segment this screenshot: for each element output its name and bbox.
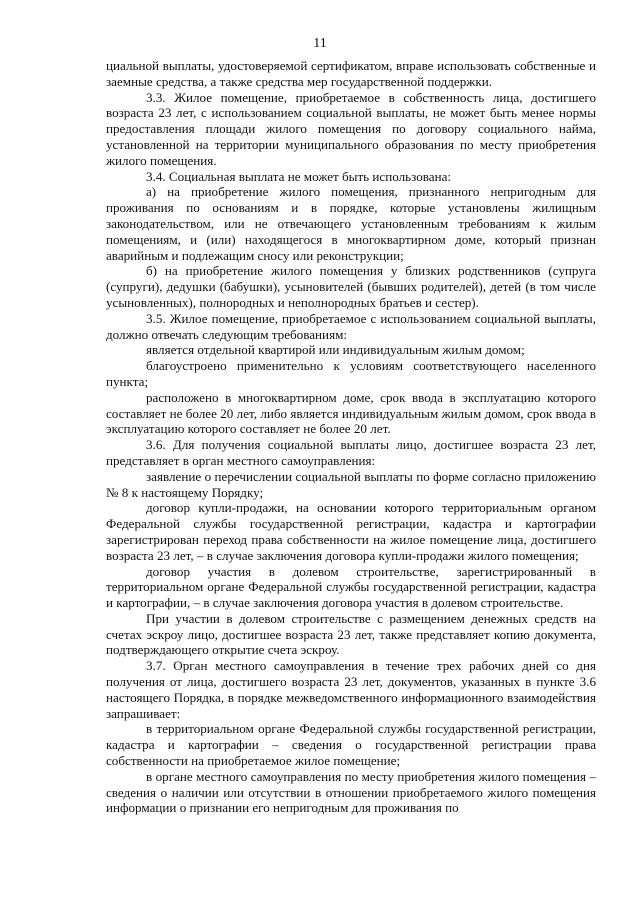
paragraph-3-4: 3.4. Социальная выплата не может быть использована: xyxy=(146,168,452,184)
paragraph-3-5-item-2: благоустроено применительно к условиям соответствующего населенного пункта; xyxy=(106,358,596,389)
page-number: 11 xyxy=(313,36,327,51)
paragraph-continuation: циальной выплаты, удостоверяемой сертификатом, вправе использовать собственные и заемные средства, а также средства мер государственной поддержки. xyxy=(106,58,596,89)
paragraph-3-5-item-3: расположено в многоквартирном доме, срок ввода в эксплуатацию которого составляет не более 20 лет, либо является индивидуальным жилым домом, срок ввода в эксплуатацию которого составляет не более 20 лет. xyxy=(106,389,596,437)
paragraph-3-6-escrow: При участии в долевом строительстве с размещением денежных средств на счетах эскроу лицо, достигшее возраста 23 лет, также представляет копию документа, подтверждающего открытие счета эскроу. xyxy=(106,610,596,658)
paragraph-3-6: 3.6. Для получения социальной выплаты лицо, достигшее возраста 23 лет, представляет в орган местного самоуправления: xyxy=(106,437,596,468)
paragraph-3-7-item-1: в территориальном органе Федеральной службы государственной регистрации, кадастра и картографии – сведения о государственной регистрации права собственности на приобретаемое жилое помещение; xyxy=(106,721,596,769)
paragraph-3-3: 3.3. Жилое помещение, приобретаемое в собственность лица, достигшего возраста 23 лет, с использованием социальной выплаты, не может быть менее нормы предоставления площади жилого помещения по договору социального найма, установленной на территории муниципального образования по месту приобретения жилого помещения. xyxy=(106,89,596,168)
document-body xyxy=(106,58,596,816)
paragraph-3-7-item-2: в органе местного самоуправления по месту приобретения жилого помещения – сведения о наличии или отсутствии в отношении приобретаемого жилого помещения информации о признании его непригодным для проживания по xyxy=(106,768,596,816)
paragraph-3-5: 3.5. Жилое помещение, приобретаемое с использованием социальной выплаты, должно отвечать следующим требованиям: xyxy=(106,310,596,342)
paragraph-3-4-a: а) на приобретение жилого помещения, признанного непригодным для проживания по основаниям и в порядке, которые установлены жилищным законодательством, или не отвечающего установленным требованиям к жилым помещениям, и (или) находящегося в многоквартирном доме, который признан аварийным и подлежащим сносу или реконструкции; xyxy=(106,184,596,263)
paragraph-3-5-item-1: является отдельной квартирой или индивидуальным жилым домом; xyxy=(146,342,525,358)
paragraph-3-4-b: б) на приобретение жилого помещения у близких родственников (супруга (супруги), дедушки (бабушки), усыновителей (бывших родителей), детей (в том числе усыновленных), полнородных и неполнородных братьев и сестер). xyxy=(106,263,596,310)
paragraph-3-6-item-2: договор купли-продажи, на основании которого территориальным органом Федеральной службы государственной регистрации, кадастра и картографии зарегистрирован переход права собственности на жилое помещение лица, достигшего возраста 23 лет, – в случае заключения договора купли-продажи жилого помещения; xyxy=(106,500,596,563)
paragraph-3-7: 3.7. Орган местного самоуправления в течение трех рабочих дней со дня получения от лица, достигшего возраста 23 лет, документов, указанных в пункте 3.6 настоящего Порядка, в порядке межведомственного информационного взаимодействия запрашивает: xyxy=(106,658,596,721)
paragraph-3-6-item-3: договор участия в долевом строительстве, зарегистрированный в территориальном органе Федеральной службы государственной регистрации, кадастра и картографии, – в случае заключения договора участия в долевом строительстве. xyxy=(106,563,596,611)
paragraph-3-6-item-1: заявление о перечислении социальной выплаты по форме согласно приложению № 8 к настоящему Порядку; xyxy=(106,468,596,500)
